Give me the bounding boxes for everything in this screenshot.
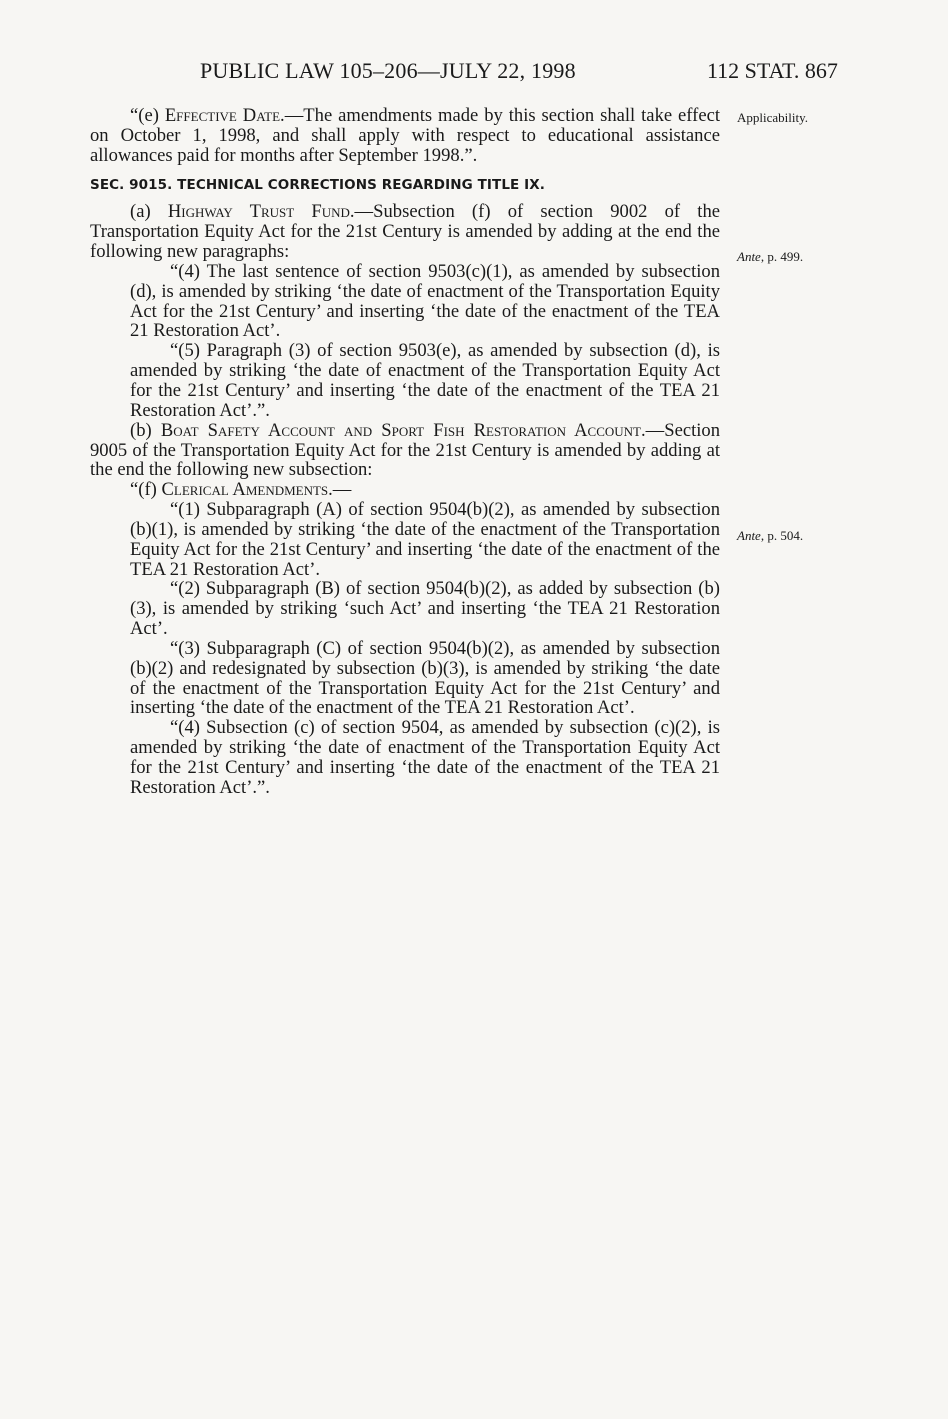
paragraph-a — [90, 202, 720, 262]
running-header-title: PUBLIC LAW 105–206—JULY 22, 1998 — [200, 58, 576, 83]
ante-page: , p. 504. — [760, 528, 804, 543]
para-text: .—The amendments made by this section shall take effect on October 1, 1998, and shall apply with respect to educational assistance allowances paid for months after September 1998.”. — [90, 105, 721, 166]
body-text — [90, 106, 720, 798]
paragraph-f2: “(2) Subparagraph (B) of section 9504(b)(2), as added by subsection (b)(3), is amended by striking ‘such Act’ and inserting ‘the TEA 21 Restoration Act’. — [130, 578, 720, 640]
para-number: “(f) — [130, 479, 162, 501]
para-text: .—Section 9005 of the Transportation Equity Act for the 21st Century is amended by adding at the end the following new subsection: — [90, 419, 720, 481]
para-number: “(e) — [130, 105, 165, 126]
para-text: .— — [328, 479, 352, 501]
para-number: (b) — [130, 419, 161, 441]
paragraph-f3: “(3) Subparagraph (C) of section 9504(b)(2), as amended by subsection (b)(2) and redesignated by subsection (b)(3), is amended by striking ‘the date of the enactment of the Transportation Equity Act for the 21st Century’ and inserting ‘the date of the enactment of the TEA 21 Restoration Act’. — [130, 637, 720, 719]
caption-boat-safety-account: Boat Safety Account and Sport Fish Restoration Account — [160, 419, 641, 441]
section-heading: SEC. 9015. TECHNICAL CORRECTIONS REGARDING TITLE IX. — [90, 176, 546, 193]
ante-word: Ante — [737, 249, 761, 264]
ante-page: , p. 499. — [760, 249, 804, 264]
para-number: (a) — [130, 201, 168, 223]
caption-highway-trust-fund: Highway Trust Fund — [167, 201, 350, 223]
paragraph-f — [90, 480, 720, 500]
paragraph-b — [90, 421, 720, 481]
caption-effective-date: Effective Date — [164, 105, 281, 126]
paragraph-a5: “(5) Paragraph (3) of section 9503(e), as amended by subsection (d), is amended by striking ‘the date of enactment of the Transportation Equity Act for the 21st Century’ and inserting ‘the date of the enactment of the TEA 21 Restoration Act’.”. — [130, 340, 720, 421]
paragraph-a4: “(4) The last sentence of section 9503(c)(1), as amended by subsection (d), is amended by striking ‘the date of enactment of the Transportation Equity Act for the 21st Century’ and inserting ‘the date of the enactment of the TEA 21 Restoration Act’. — [130, 260, 720, 342]
caption-clerical-amendments: Clerical Amendments — [161, 479, 329, 501]
margin-note-ante-499 — [737, 249, 803, 265]
paragraph-f1: “(1) Subparagraph (A) of section 9504(b)(2), as amended by subsection (b)(1), is amended by striking ‘the date of the enactment of the Transportation Equity Act for the 21st Century’ and inserting ‘the date of the enactment of the TEA 21 Restoration Act’. — [130, 499, 720, 580]
para-text: .—Subsection (f) of section 9002 of the Transportation Equity Act for the 21st Century is amended by adding at the end the following new paragraphs: — [90, 201, 720, 263]
ante-word: Ante — [737, 528, 761, 543]
margin-note-ante-504 — [737, 528, 803, 544]
margin-note-applicability: Applicability. — [737, 110, 809, 125]
paragraph-f4: “(4) Subsection (c) of section 9504, as amended by subsection (c)(2), is amended by striking ‘the date of enactment of the Transportation Equity Act for the 21st Century’ and inserting ‘the date of the enactment of the TEA 21 Restoration Act’.”. — [130, 717, 720, 798]
running-header-page: 112 STAT. 867 — [707, 58, 838, 83]
paragraph-effective-date — [90, 106, 720, 166]
